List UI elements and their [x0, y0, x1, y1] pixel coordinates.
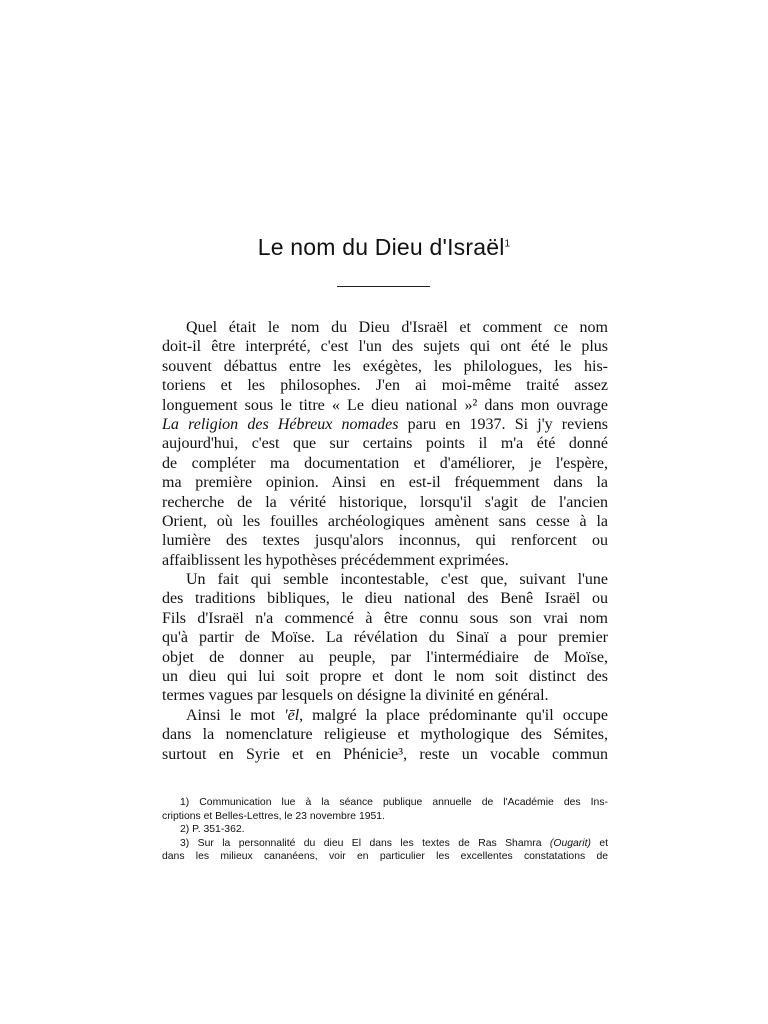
title-separator-rule [337, 286, 430, 287]
text-line: surtout en Syrie et en Phénicie³, reste un vocable commun [162, 745, 608, 763]
title-text: Le nom du Dieu d'Israël [257, 234, 505, 260]
footnote-line: 2) P. 351-362. [180, 824, 245, 836]
footnote-line: dans les milieux cananéens, voir en particulier les excellentes constatations de [162, 851, 608, 863]
text-line: aujourd'hui, c'est que sur certains points il m'a été donné [162, 435, 608, 453]
text-line: La religion des Hébreux nomades paru en 1937. Si j'y reviens [162, 415, 609, 433]
text-line: Un fait qui semble incontestable, c'est que, suivant l'une [186, 571, 608, 589]
footnote-line: 3) Sur la personnalité du dieu El dans les textes de Ras Shamra (Ougarit) et [180, 837, 609, 849]
text-line: Orient, où les fouilles archéologiques amènent sans cesse à la [162, 512, 608, 530]
text-line: Ainsi le mot 'ēl, malgré la place prédominante qu'il occupe [186, 706, 609, 724]
text-line: objet de donner au peuple, par l'intermédiaire de Moïse, [162, 648, 608, 666]
footnote-line: criptions et Belles-Lettres, le 23 novembre 1951. [162, 810, 385, 822]
text-line: doit-il être interprété, c'est l'un des sujets qui ont été le plus [162, 338, 608, 356]
text-line: affaiblissent les hypothèses précédemment exprimées. [162, 551, 509, 569]
text-line: lumière des textes jusqu'alors inconnus, qui renforcent ou [162, 532, 608, 550]
text-line: des traditions bibliques, le dieu national des Benê Israël ou [162, 590, 608, 608]
title-footnote-mark: 1 [504, 238, 511, 250]
text-line: un dieu qui lui soit propre et dont le nom soit distinct des [162, 668, 608, 686]
text-line: termes vagues par lesquels on désigne la divinité en général. [162, 687, 549, 705]
page-title [0, 234, 768, 261]
text-line: souvent débattus entre les exégètes, les philologues, les his- [162, 357, 608, 375]
text-line: ma première opinion. Ainsi en est-il fréquemment dans la [162, 474, 608, 492]
text-line: longuement sous le titre « Le dieu national »² dans mon ouvrage [162, 396, 608, 414]
text-line: qu'à partir de Moïse. La révélation du Sinaï a pour premier [162, 629, 608, 647]
text-line: recherche de la vérité historique, lorsqu'il s'agit de l'ancien [162, 493, 608, 511]
main-text [162, 318, 608, 764]
text-line: Quel était le nom du Dieu d'Israël et comment ce nom [186, 319, 608, 336]
footnotes [162, 796, 608, 864]
text-line: toriens et les philosophes. J'en ai moi-même traité assez [162, 377, 608, 395]
footnote-line: 1) Communication lue à la séance publique annuelle de l'Académie des Ins- [180, 797, 608, 808]
text-line: Fils d'Israël n'a commencé à être connu sous son vrai nom [162, 609, 608, 627]
text-line: dans la nomenclature religieuse et mythologique des Sémites, [162, 726, 608, 744]
text-line: de compléter ma documentation et d'améliorer, je l'espère, [162, 454, 608, 472]
